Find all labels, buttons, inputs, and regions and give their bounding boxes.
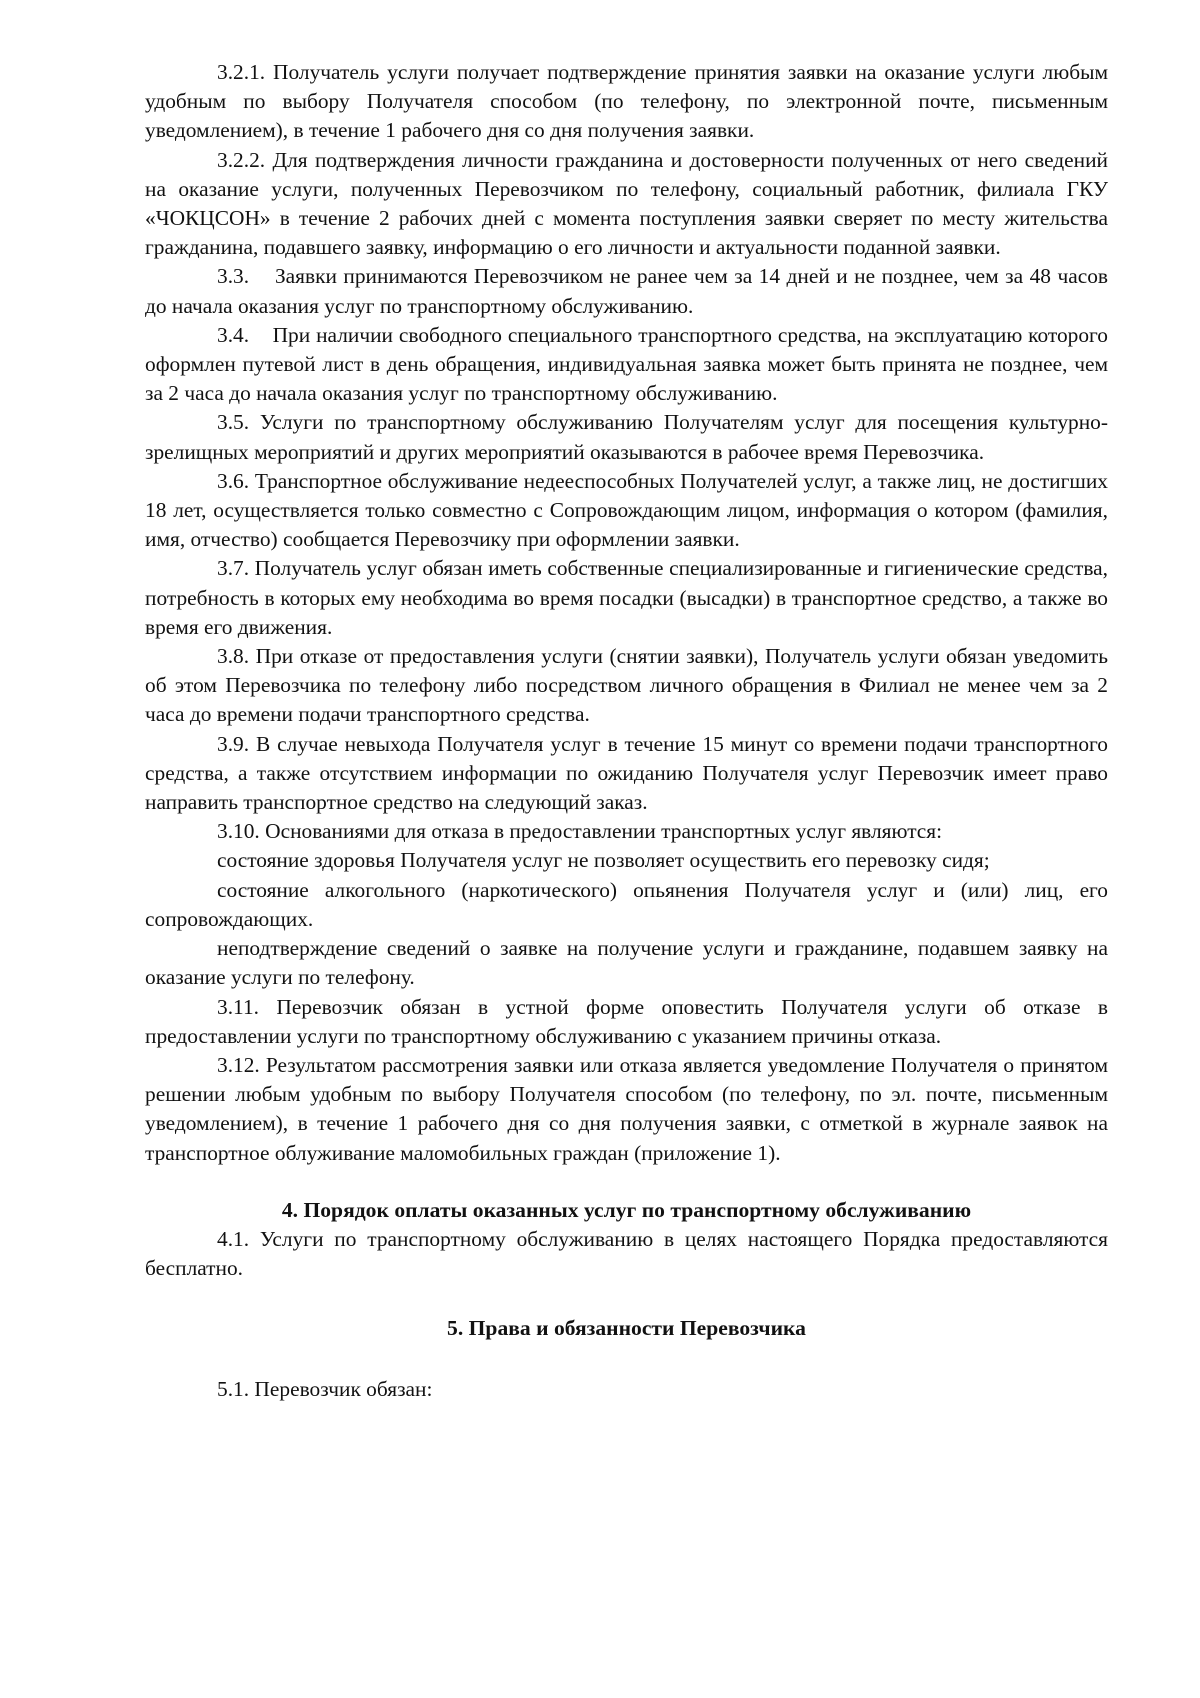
paragraph-3-2-2: 3.2.2. Для подтверждения личности гражданина и достоверности полученных от него сведений на оказание услуги, полученных Перевозчиком по телефону, социальный работник, филиала ГКУ «ЧОКЦСОН» в течение 2 рабочих дней с момента поступления заявки сверяет по месту жительства гражданина, подавшего заявку, информацию о его личности и актуальности поданной заявки. <box>145 147 1108 260</box>
document-page <box>145 58 1114 1404</box>
section-gap <box>145 1344 1108 1375</box>
refusal-reason-intoxication: состояние алкогольного (наркотического) опьянения Получателя услуг и (или) лиц, его сопровождающих. <box>145 877 1108 931</box>
section-gap <box>145 1168 1108 1196</box>
paragraph-3-10: 3.10. Основаниями для отказа в предоставлении транспортных услуг являются: <box>217 819 943 844</box>
paragraph-3-9: 3.9. В случае невыхода Получателя услуг в течение 15 минут со времени подачи транспортного средства, а также отсутствием информации по ожиданию Получателя услуг Перевозчик имеет право направить транспортное средство на следующий заказ. <box>145 731 1108 815</box>
section-gap <box>145 1283 1108 1314</box>
section-heading-5: 5. Права и обязанности Перевозчика <box>447 1316 806 1341</box>
paragraph-3-3: 3.3. Заявки принимаются Перевозчиком не ранее чем за 14 дней и не позднее, чем за 48 часов до начала оказания услуг по транспортному обслуживанию. <box>145 264 1114 318</box>
paragraph-3-2-1: 3.2.1. Получатель услуги получает подтверждение принятия заявки на оказание услуги любым удобным по выбору Получателя способом (по телефону, по электронной почте, письменным уведомлением), в течение 1 рабочего дня со дня получения заявки. <box>145 60 1108 143</box>
paragraph-5-1: 5.1. Перевозчик обязан: <box>217 1376 433 1401</box>
section-heading-4: 4. Порядок оплаты оказанных услуг по транспортному обслуживанию <box>281 1197 972 1222</box>
paragraph-3-5: 3.5. Услуги по транспортному обслуживанию Получателям услуг для посещения культурно-зрелищных мероприятий и других мероприятий оказываются в рабочее время Перевозчика. <box>145 410 1108 464</box>
paragraph-3-7: 3.7. Получатель услуг обязан иметь собственные специализированные и гигиенические средства, потребность в которых ему необходима во время посадки (высадки) в транспортное средство, а также во время его движения. <box>145 556 1108 639</box>
paragraph-3-12: 3.12. Результатом рассмотрения заявки или отказа является уведомление Получателя о принятом решении любым удобным по выбору Получателя способом (по телефону, по эл. почте, письменным уведомлением), в течение 1 рабочего дня со дня получения заявки, с отметкой в журнале заявок на транспортное облуживание маломобильных граждан (приложение 1). <box>145 1052 1108 1165</box>
refusal-reason-health: состояние здоровья Получателя услуг не позволяет осуществить его перевозку сидя; <box>217 848 990 873</box>
paragraph-4-1: 4.1. Услуги по транспортному обслуживанию в целях настоящего Порядка предоставляются бесплатно. <box>145 1226 1108 1281</box>
paragraph-3-6: 3.6. Транспортное обслуживание недееспособных Получателей услуг, а также лиц, не достигших 18 лет, осуществляется только совместно с Сопровождающим лицом, информация о котором (фамилия, имя, отчество) сообщается Перевозчику при оформлении заявки. <box>145 468 1108 552</box>
paragraph-3-4: 3.4. При наличии свободного специального транспортного средства, на эксплуатацию которого оформлен путевой лист в день обращения, индивидуальная заявка может быть принята не позднее, чем за 2 часа до начала оказания услуг по транспортному обслуживанию. <box>145 322 1114 406</box>
refusal-reason-unconfirmed: неподтверждение сведений о заявке на получение услуги и гражданине, подавшем заявку на оказание услуги по телефону. <box>145 936 1108 990</box>
paragraph-3-8: 3.8. При отказе от предоставления услуги (снятии заявки), Получатель услуги обязан уведомить об этом Перевозчика по телефону либо посредством личного обращения в Филиал не менее чем за 2 часа до времени подачи транспортного средства. <box>145 644 1108 727</box>
paragraph-3-11: 3.11. Перевозчик обязан в устной форме оповестить Получателя услуги об отказе в предоставлении услуги по транспортному обслуживанию с указанием причины отказа. <box>145 994 1108 1048</box>
